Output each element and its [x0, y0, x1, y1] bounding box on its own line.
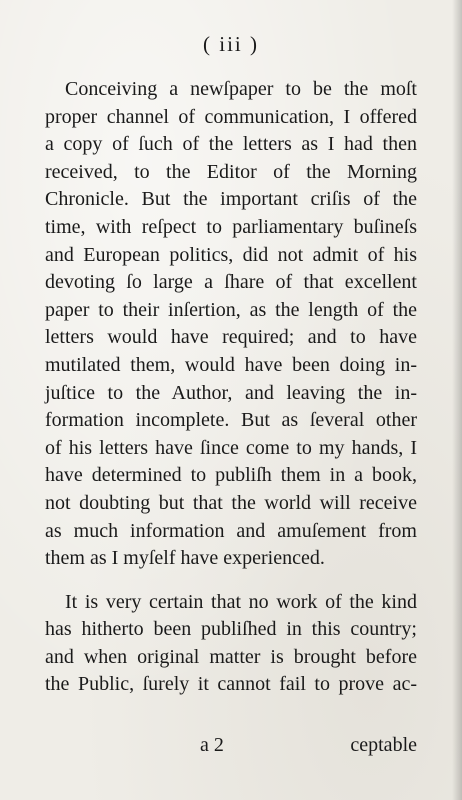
text-line: them as I myſelf have experienced. — [45, 547, 325, 570]
text-line: not doubting but that the world will receive — [45, 491, 417, 514]
text-line: juſtice to the Author, and leaving the in- — [45, 381, 417, 404]
text-line: and when original matter is brought before — [45, 645, 417, 668]
text-line: paper to their inſertion, as the length of the — [45, 298, 417, 321]
text-line: It is very certain that no work of the kind — [65, 590, 417, 613]
paragraph-gap — [45, 573, 417, 589]
text-line: of his letters have ſince come to my hands, I — [45, 436, 417, 459]
text-line: Chronicle. But the important criſis of the — [45, 188, 417, 211]
text-line: time, with reſpect to parliamentary buſineſs — [45, 215, 417, 238]
catchword: ceptable — [350, 734, 417, 756]
paragraph-2 — [45, 589, 417, 699]
page-edge-shadow — [452, 0, 462, 800]
text-line: has hitherto been publiſhed in this country; — [45, 618, 417, 641]
text-line: devoting ſo large a ſhare of that excellent — [45, 271, 417, 294]
text-line: mutilated them, would have been doing in- — [45, 353, 417, 376]
text-line: formation incomplete. But as ſeveral other — [45, 409, 417, 432]
page-number: ( iii ) — [203, 32, 259, 56]
text-line: a copy of ſuch of the letters as I had then — [45, 133, 417, 156]
text-line: proper channel of communication, I offered — [45, 105, 417, 128]
signature-mark: a 2 — [200, 734, 224, 756]
text-line: and European politics, did not admit of his — [45, 243, 417, 266]
body-text — [45, 76, 417, 699]
text-line: letters would have required; and to have — [45, 326, 417, 349]
text-line: as much information and amuſement from — [45, 519, 417, 542]
page-footer — [45, 734, 417, 762]
text-line: have determined to publiſh them in a book, — [45, 464, 417, 487]
paragraph-1 — [45, 76, 417, 573]
text-line: received, to the Editor of the Morning — [45, 160, 417, 183]
text-line: Conceiving a newſpaper to be the moſt — [65, 78, 417, 100]
text-line: the Public, ſurely it cannot fail to prove ac- — [45, 673, 417, 696]
